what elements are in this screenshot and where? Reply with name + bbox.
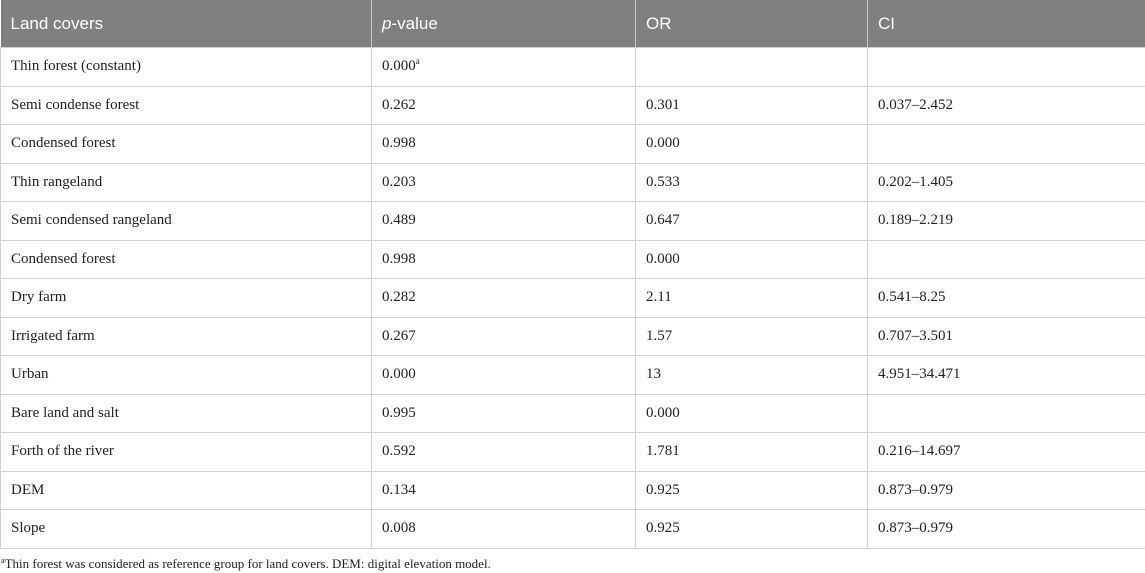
cell-p-value bbox=[372, 317, 636, 356]
footnote-marker: a bbox=[1, 556, 5, 565]
table-footnote bbox=[0, 556, 491, 572]
cell-or: 0.000 bbox=[636, 240, 868, 279]
cell-ci: 0.202–1.405 bbox=[868, 163, 1145, 202]
cell-p-value bbox=[372, 433, 636, 472]
cell-ci: 0.873–0.979 bbox=[868, 510, 1145, 549]
cell-ci: 0.037–2.452 bbox=[868, 86, 1145, 125]
cell-p-value bbox=[372, 240, 636, 279]
table-row bbox=[1, 48, 1145, 87]
cell-ci: 0.707–3.501 bbox=[868, 317, 1145, 356]
cell-land-cover: Thin forest (constant) bbox=[1, 48, 372, 87]
table-row bbox=[1, 510, 1145, 549]
cell-land-cover: Dry farm bbox=[1, 279, 372, 318]
cell-p-value bbox=[372, 394, 636, 433]
cell-p-value bbox=[372, 471, 636, 510]
table-row bbox=[1, 279, 1145, 318]
header-p-value bbox=[372, 0, 636, 48]
table-row bbox=[1, 356, 1145, 395]
cell-or: 0.647 bbox=[636, 202, 868, 241]
table-body bbox=[1, 48, 1145, 549]
header-p-suffix: -value bbox=[391, 13, 438, 33]
cell-ci bbox=[868, 240, 1145, 279]
p-value-number: 0.282 bbox=[382, 289, 416, 306]
table-header bbox=[1, 0, 1145, 48]
p-value-number: 0.267 bbox=[382, 327, 416, 344]
cell-land-cover: Forth of the river bbox=[1, 433, 372, 472]
cell-p-value bbox=[372, 86, 636, 125]
cell-ci: 0.216–14.697 bbox=[868, 433, 1145, 472]
cell-ci bbox=[868, 48, 1145, 87]
cell-ci bbox=[868, 125, 1145, 164]
cell-land-cover: Semi condense forest bbox=[1, 86, 372, 125]
cell-p-value bbox=[372, 356, 636, 395]
cell-p-value bbox=[372, 202, 636, 241]
p-value-number: 0.000 bbox=[382, 58, 416, 75]
cell-land-cover: Thin rangeland bbox=[1, 163, 372, 202]
cell-p-value bbox=[372, 48, 636, 87]
cell-land-cover: Slope bbox=[1, 510, 372, 549]
cell-or bbox=[636, 48, 868, 87]
p-value-number: 0.000 bbox=[382, 366, 416, 383]
cell-or: 13 bbox=[636, 356, 868, 395]
p-value-number: 0.995 bbox=[382, 404, 416, 421]
p-value-number: 0.998 bbox=[382, 135, 416, 152]
footnote-text: Thin forest was considered as reference group for land covers. DEM: digital elevation model. bbox=[4, 556, 491, 571]
cell-land-cover: DEM bbox=[1, 471, 372, 510]
table-row bbox=[1, 394, 1145, 433]
cell-ci: 0.189–2.219 bbox=[868, 202, 1145, 241]
table-row bbox=[1, 471, 1145, 510]
cell-land-cover: Semi condensed rangeland bbox=[1, 202, 372, 241]
cell-land-cover: Condensed forest bbox=[1, 125, 372, 164]
cell-or: 0.925 bbox=[636, 471, 868, 510]
table-row bbox=[1, 240, 1145, 279]
header-p-italic: p bbox=[382, 13, 392, 33]
cell-or: 0.301 bbox=[636, 86, 868, 125]
cell-or: 2.11 bbox=[636, 279, 868, 318]
p-value-number: 0.998 bbox=[382, 250, 416, 267]
p-value-footnote-marker: a bbox=[415, 56, 420, 67]
cell-land-cover: Urban bbox=[1, 356, 372, 395]
cell-ci: 0.541–8.25 bbox=[868, 279, 1145, 318]
cell-or: 1.57 bbox=[636, 317, 868, 356]
p-value-number: 0.008 bbox=[382, 520, 416, 537]
cell-or: 0.925 bbox=[636, 510, 868, 549]
cell-p-value bbox=[372, 125, 636, 164]
p-value-number: 0.134 bbox=[382, 481, 416, 498]
cell-or: 0.533 bbox=[636, 163, 868, 202]
p-value-number: 0.203 bbox=[382, 173, 416, 190]
header-or: OR bbox=[636, 0, 868, 48]
table-row bbox=[1, 202, 1145, 241]
cell-or: 0.000 bbox=[636, 125, 868, 164]
p-value-number: 0.592 bbox=[382, 443, 416, 460]
cell-land-cover: Condensed forest bbox=[1, 240, 372, 279]
p-value-number: 0.489 bbox=[382, 212, 416, 229]
cell-land-cover: Irrigated farm bbox=[1, 317, 372, 356]
table-row bbox=[1, 433, 1145, 472]
header-land-covers: Land covers bbox=[1, 0, 372, 48]
cell-ci bbox=[868, 394, 1145, 433]
cell-p-value bbox=[372, 163, 636, 202]
cell-or: 1.781 bbox=[636, 433, 868, 472]
p-value-number: 0.262 bbox=[382, 96, 416, 113]
cell-p-value bbox=[372, 510, 636, 549]
cell-land-cover: Bare land and salt bbox=[1, 394, 372, 433]
table-row bbox=[1, 317, 1145, 356]
header-row bbox=[1, 0, 1145, 48]
header-ci: CI bbox=[868, 0, 1145, 48]
cell-ci: 0.873–0.979 bbox=[868, 471, 1145, 510]
table-row bbox=[1, 86, 1145, 125]
cell-p-value bbox=[372, 279, 636, 318]
cell-ci: 4.951–34.471 bbox=[868, 356, 1145, 395]
table-row bbox=[1, 125, 1145, 164]
cell-or: 0.000 bbox=[636, 394, 868, 433]
table-row bbox=[1, 163, 1145, 202]
